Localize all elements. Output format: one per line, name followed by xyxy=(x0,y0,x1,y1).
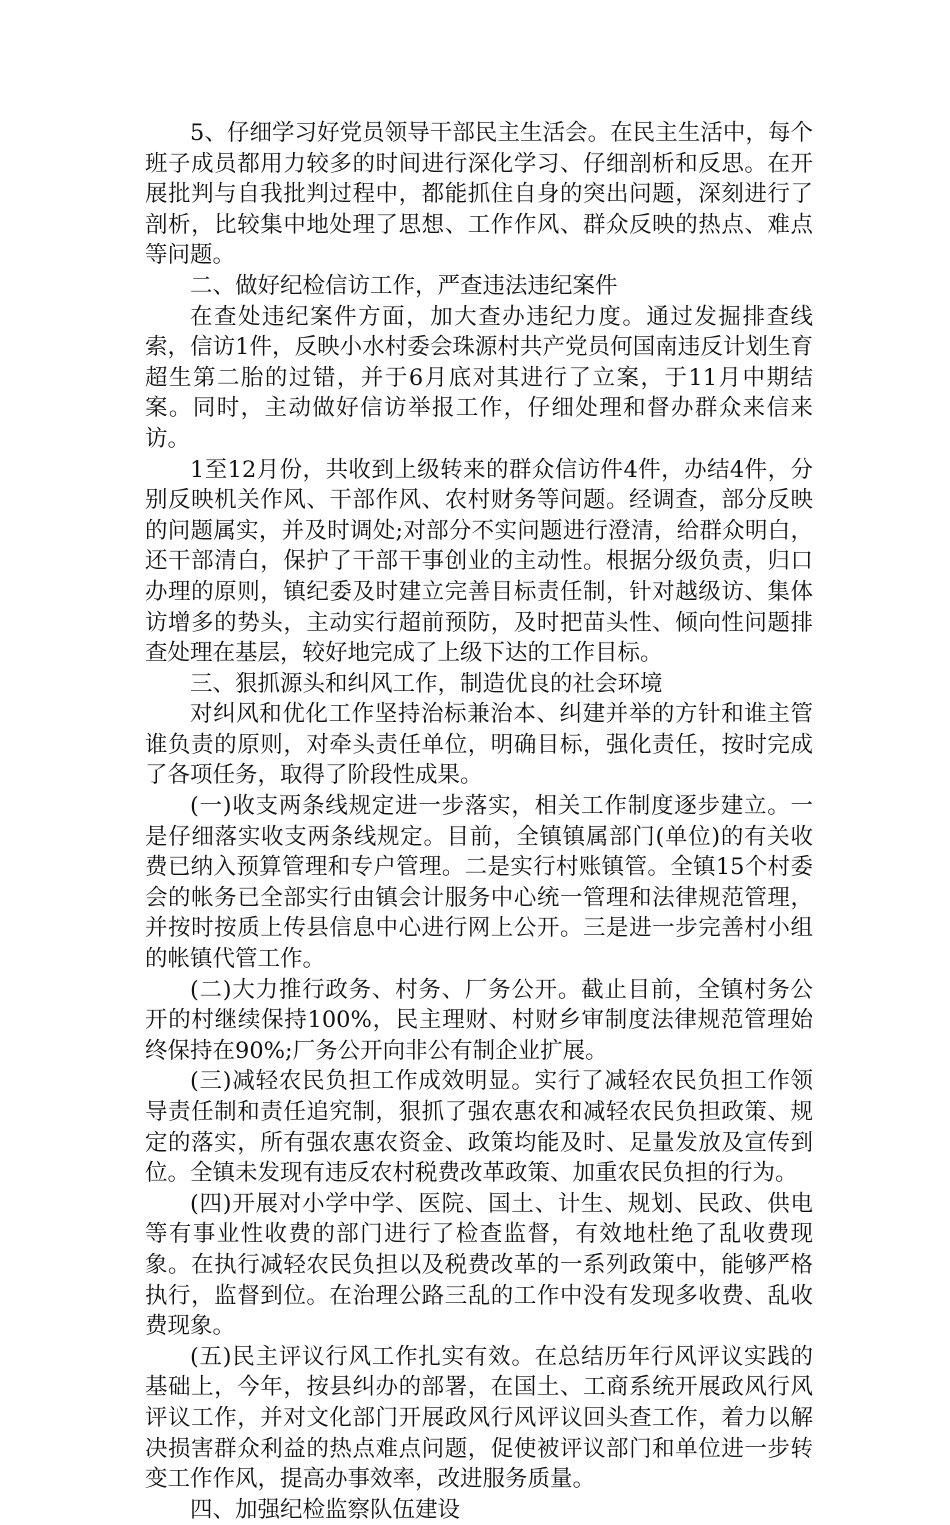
heading-section-four: 四、加强纪检监察队伍建设 xyxy=(190,1496,461,1523)
paragraph-petitions: 1至12月份，共收到上级转来的群众信访件4件，办结4件，分别反映机关作风、干部作风、农村财务等问题。经调查，部分反映的问题属实，并及时调处;对部分不实问题进行澄清，给群众明白，还干部清白，保护了干部干事创业的主动性。根据分级负责，归口办理的原则，镇纪委及时建立完善目标责任制，针对越级访、集体访增多的势头，主动实行超前预防，及时把苗头性、倾向性问题排查处理在基层，较好地完成了上级下达的工作目标。 xyxy=(145,456,813,667)
paragraph-item-one: (一)收支两条线规定进一步落实，相关工作制度逐步建立。一是仔细落实收支两条线规定。目前，全镇镇属部门(单位)的有关收费已纳入预算管理和专户管理。二是实行村账镇管。全镇15个村委会的帐务已全部实行由镇会计服务中心统一管理和法律规范管理，并按时按质上传县信息中心进行网上公开。三是进一步完善村小组的帐镇代管工作。 xyxy=(145,793,813,973)
paragraph-item-five: (五)民主评议行风工作扎实有效。在总结历年行风评议实践的基础上，今年，按县纠办的部署，在国土、工商系统开展政风行风评议工作，并对文化部门开展政风行风评议回头查工作，着力以解决损害群众利益的热点难点问题，促使被评议部门和单位进一步转变工作作风，提高办事效率，改进服务质量。 xyxy=(145,1343,813,1493)
paragraph-item-three: (三)减轻农民负担工作成效明显。实行了减轻农民负担工作领导责任制和责任追究制，狠抓了强农惠农和减轻农民负担政策、规定的落实，所有强农惠农资金、政策均能及时、足量发放及宣传到位。全镇未发现有违反农村税费改革政策、加重农民负担的行为。 xyxy=(145,1068,813,1187)
paragraph-item-two: (二)大力推行政务、村务、厂务公开。截止目前，全镇村务公开的村继续保持100%，民主理财、村财乡审制度法律规范管理始终保持在90%;厂务公开向非公有制企业扩展。 xyxy=(145,976,813,1064)
paragraph-item-four: (四)开展对小学中学、医院、国土、计生、规划、民政、供电等有事业性收费的部门进行了检查监督，有效地杜绝了乱收费现象。在执行减轻农民负担以及税费改革的一系列政策中，能够严格执行，监督到位。在治理公路三乱的工作中没有发现多收费、乱收费现象。 xyxy=(145,1190,813,1340)
document-body xyxy=(145,118,813,1525)
paragraph-democratic-life: 5、仔细学习好党员领导干部民主生活会。在民主生活中，每个班子成员都用力较多的时间进行深化学习、仔细剖析和反思。在开展批判与自我批判过程中，都能抓住自身的突出问题，深刻进行了剖析，比较集中地处理了思想、工作作风、群众反映的热点、难点等问题。 xyxy=(145,120,813,269)
paragraph-case-investigation: 在查处违纪案件方面，加大查办违纪力度。通过发掘排查线索，信访1件，反映小水村委会珠源村共产党员何国南违反计划生育超生第二胎的过错，并于6月底对其进行了立案，于11月中期结案。同时，主动做好信访举报工作，仔细处理和督办群众来信来访。 xyxy=(145,303,813,452)
heading-section-three: 三、狠抓源头和纠风工作，制造优良的社会环境 xyxy=(190,670,663,697)
paragraph-rectification: 对纠风和优化工作坚持治标兼治本、纠建并举的方针和谁主管谁负责的原则，对牵头责任单位，明确目标，强化责任，按时完成了各项任务，取得了阶段性成果。 xyxy=(145,701,813,789)
heading-section-two: 二、做好纪检信访工作，严查违法违纪案件 xyxy=(190,272,618,299)
